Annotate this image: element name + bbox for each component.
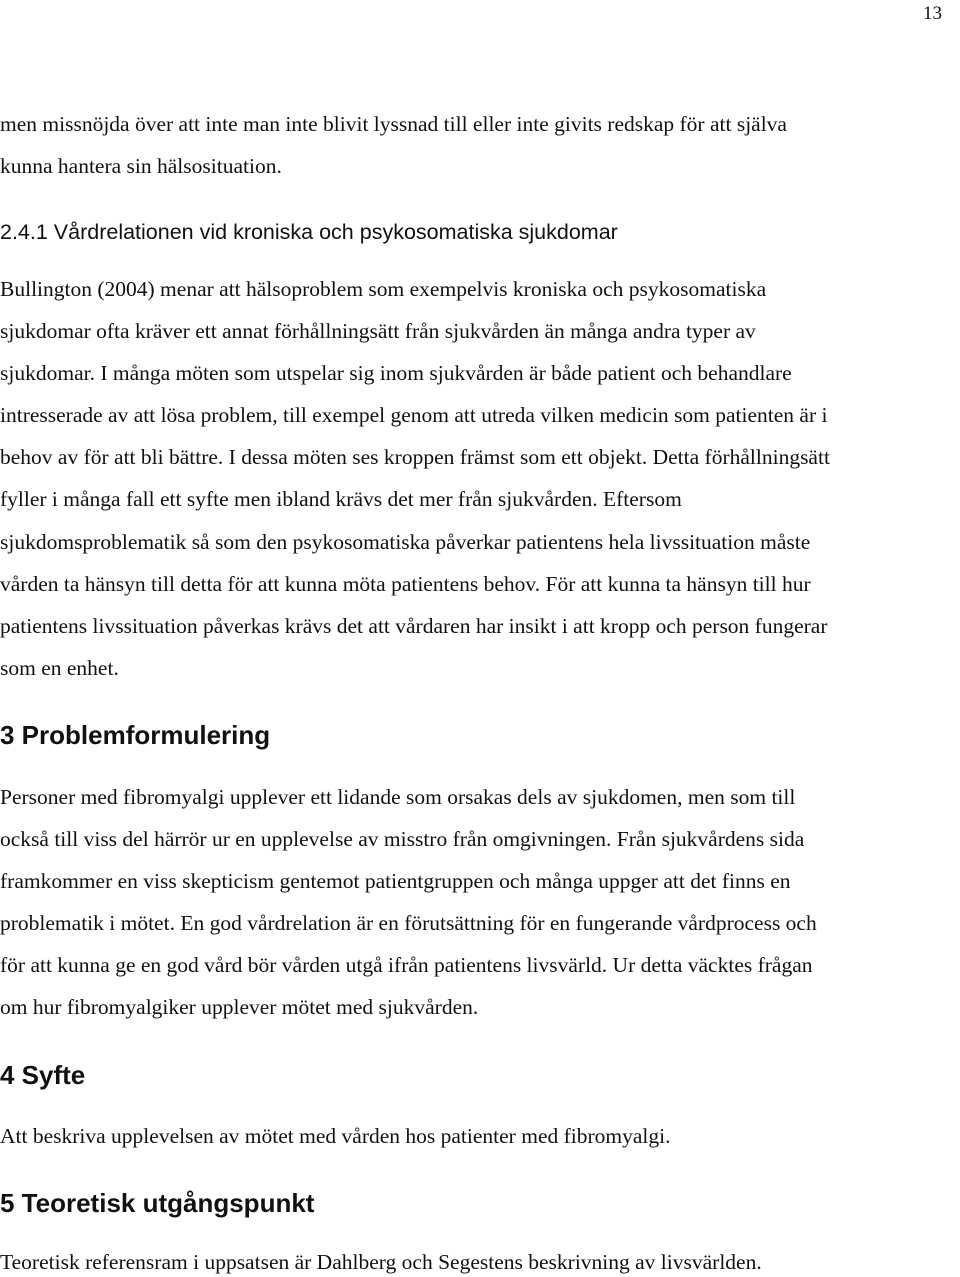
paragraph-line: också till viss del härrör ur en upplevelse av misstro från omgivningen. Från sjukvårdens sida (0, 827, 805, 851)
paragraph-line: vården ta hänsyn till detta för att kunna möta patientens behov. För att kunna ta hänsyn till hur (0, 572, 811, 596)
paragraph-line: behov av för att bli bättre. I dessa möten ses kroppen främst som ett objekt. Detta förhållningsätt (0, 445, 830, 469)
page-number: 13 (923, 3, 942, 24)
subsection-heading: 2.4.1 Vårdrelationen vid kroniska och psykosomatiska sjukdomar (0, 220, 618, 244)
paragraph-line: Att beskriva upplevelsen av mötet med vården hos patienter med fibromyalgi. (0, 1124, 671, 1148)
paragraph-line: framkommer en viss skepticism gentemot patientgruppen och många uppger att det finns en (0, 869, 791, 893)
paragraph-line: intresserade av att lösa problem, till exempel genom att utreda vilken medicin som patienten är i (0, 403, 828, 427)
paragraph-line: som en enhet. (0, 656, 119, 680)
intro-line: kunna hantera sin hälsosituation. (0, 154, 282, 178)
paragraph-line: problematik i mötet. En god vårdrelation är en förutsättning för en fungerande vårdprocess och (0, 911, 817, 935)
section-heading: 4 Syfte (0, 1060, 86, 1090)
paragraph-line: Personer med fibromyalgi upplever ett lidande som orsakas dels av sjukdomen, men som till (0, 785, 796, 809)
section-heading: 3 Problemformulering (0, 720, 271, 750)
intro-line: men missnöjda över att inte man inte blivit lyssnad till eller inte givits redskap för att själva (0, 112, 787, 136)
paragraph-line: fyller i många fall ett syfte men ibland krävs det mer från sjukvården. Eftersom (0, 487, 682, 511)
paragraph-line: om hur fibromyalgiker upplever mötet med sjukvården. (0, 995, 479, 1019)
paragraph-line: sjukdomar ofta kräver ett annat förhållningsätt från sjukvården än många andra typer av (0, 319, 756, 343)
paragraph-line: patientens livssituation påverkas krävs det att vårdaren har insikt i att kropp och person fungerar (0, 614, 828, 638)
paragraph-line: sjukdomsproblematik så som den psykosomatiska påverkar patientens hela livssituation måste (0, 530, 811, 554)
paragraph-line: för att kunna ge en god vård bör vården utgå ifrån patientens livsvärld. Ur detta väcktes frågan (0, 953, 813, 977)
paragraph-line: sjukdomar. I många möten som utspelar sig inom sjukvården är både patient och behandlare (0, 361, 792, 385)
paragraph-line: Teoretisk referensram i uppsatsen är Dahlberg och Segestens beskrivning av livsvärlden. (0, 1250, 762, 1274)
paragraph-line: Bullington (2004) menar att hälsoproblem som exempelvis kroniska och psykosomatiska (0, 277, 767, 301)
section-heading: 5 Teoretisk utgångspunkt (0, 1188, 315, 1218)
